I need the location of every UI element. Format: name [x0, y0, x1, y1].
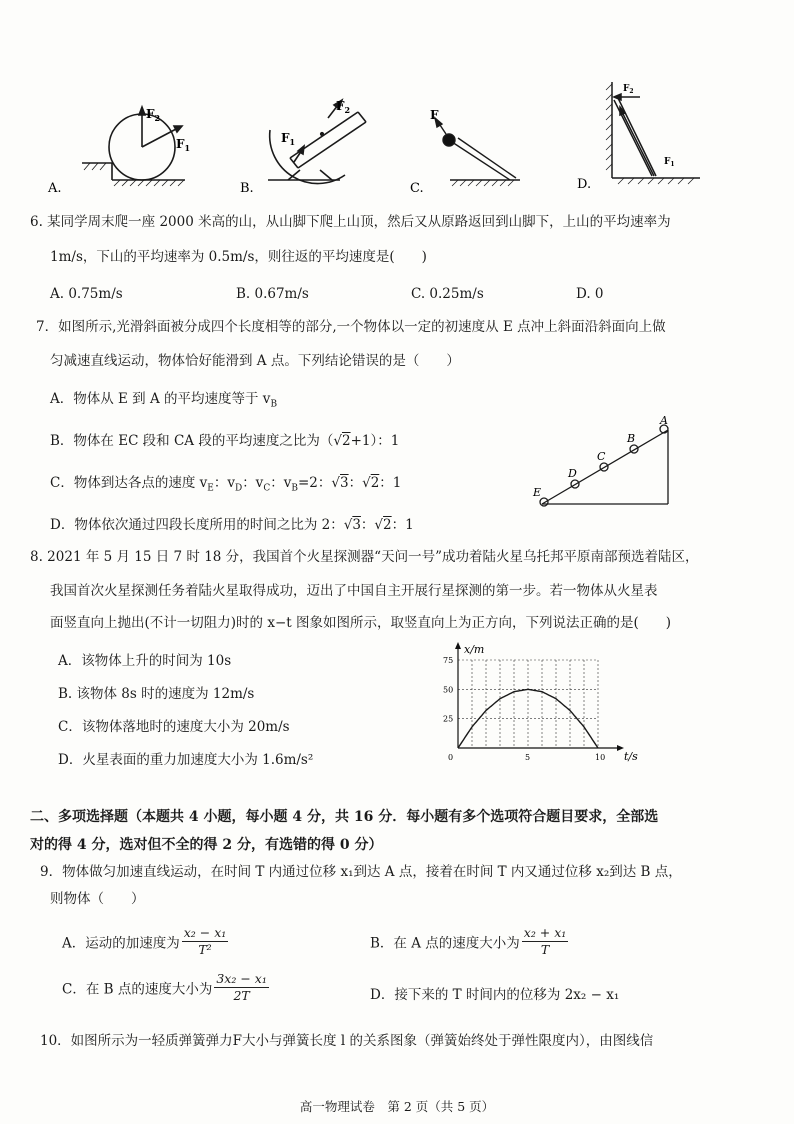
q5b-f2-label: $F_2$ — [336, 99, 351, 115]
q8-option-d: D．火星表面的重力加速度大小为 1.6m/s² — [58, 752, 314, 768]
q5-label-a: A. — [48, 181, 62, 196]
q9-option-b-fraction: $\frac{\text{x₂ + x₁}}{T}$ — [523, 925, 567, 957]
section2-heading-line2: 对的得 4 分，选对但不全的得 2 分，有选错的得 0 分） — [30, 837, 383, 853]
x-axis-label: t/s — [624, 750, 638, 763]
q6-option-a: A. 0.75m/s — [50, 286, 123, 302]
section2-heading-line1: 二、多项选择题（本题共 4 小题，每小题 4 分，共 16 分．每小题有多个选项符合题目要求，全部选 — [30, 809, 659, 825]
q8-xt-chart — [440, 640, 640, 770]
q6-option-d: D. 0 — [576, 286, 604, 302]
q8-option-c: C．该物体落地时的速度大小为 20m/s — [58, 719, 290, 735]
q5-figures — [0, 0, 794, 200]
q6-option-b: B. 0.67m/s — [236, 286, 309, 302]
x-tick-label: 0 — [448, 753, 454, 762]
q5b-f1-label: $F_1$ — [281, 131, 296, 147]
q5-figure-a — [82, 107, 185, 186]
q5-label-c: C. — [410, 181, 424, 196]
q9-option-a-fraction: $\frac{\text{x₂ − x₁}}{\text{T²}}$ — [183, 925, 227, 957]
q9-option-d: D．接下来的 T 时间内的位移为 2x₂ − x₁ — [370, 987, 620, 1003]
q8-text-line1: 8. 2021 年 5 月 15 日 7 时 18 分，我国首个火星探测器“天问一号”成功着陆火星乌托邦平原南部预选着陆区， — [30, 549, 699, 565]
q7-point-c: C — [597, 450, 606, 463]
y-tick-label: 75 — [443, 656, 454, 665]
q9-option-a: A．运动的加速度为 $\frac{\text{x₂ − x₁}}{\text{T²}}$ — [62, 925, 227, 957]
q6-text-line1: 6. 某同学周末爬一座 2000 米高的山，从山脚下爬上山顶，然后又从原路返回到山脚下，上山的平均速率为 — [30, 214, 671, 230]
q8-option-b: B. 该物体 8s 时的速度为 12m/s — [58, 686, 255, 702]
q9-option-b: B．在 A 点的速度大小为 $\frac{\text{x₂ + x₁}}{T}$ — [370, 925, 567, 957]
q7-incline-figure — [530, 412, 680, 512]
q8-text-line3: 面竖直向上抛出(不计一切阻力)时的 x−t 图象如图所示，取竖直向上为正方向，下列说法正确的是( ) — [50, 615, 671, 631]
chart-axes — [455, 642, 624, 751]
q10-text-line1: 10．如图所示为一轻质弹簧弹力F大小与弹簧长度 l 的关系图象（弹簧始终处于弹性限度内），由图线信 — [40, 1033, 654, 1049]
q7-option-b: B．物体在 EC 段和 CA 段的平均速度之比为（√2+1）：1 — [50, 433, 400, 449]
q7-point-b: B — [627, 432, 636, 445]
q7-point-e: E — [533, 486, 542, 499]
chart-tick-labels — [443, 656, 605, 762]
q5a-f2-label: $F_2$ — [146, 107, 161, 123]
q7-option-d: D．物体依次通过四段长度所用的时间之比为 2：√3：√2：1 — [50, 517, 414, 533]
q7-text-line1: 7．如图所示,光滑斜面被分成四个长度相等的部分,一个物体以一定的初速度从 E 点冲上斜面沿斜面向上做 — [36, 319, 666, 335]
q6-text-line2: 1m/s，下山的平均速率为 0.5m/s，则往返的平均速度是( ) — [50, 249, 427, 265]
q5d-f1-label: $F_1$ — [664, 157, 675, 168]
q5-label-b: B. — [240, 181, 254, 196]
page-footer: 高一物理试卷 第 2 页（共 5 页） — [299, 1099, 495, 1114]
y-tick-label: 25 — [443, 714, 454, 724]
x-tick-label: 10 — [595, 753, 606, 762]
y-axis-arrow — [455, 642, 461, 649]
q7-option-a: A．物体从 E 到 A 的平均速度等于 $v_B$ — [50, 391, 278, 410]
y-tick-label: 50 — [443, 685, 454, 695]
chart-grid — [458, 660, 598, 748]
q9-text-line2: 则物体（ ） — [50, 891, 145, 907]
q9-option-c-fraction: $\frac{\text{3x₂ − x₁}}{2T}$ — [216, 971, 267, 1003]
q5-label-d: D. — [577, 177, 592, 192]
x-tick-label: 5 — [525, 753, 531, 762]
q7-point-d: D — [568, 467, 577, 480]
q5c-f-label: F — [430, 108, 439, 122]
q7-text-line2: 匀减速直线运动，物体恰好能滑到 A 点。下列结论错误的是（ ） — [50, 353, 460, 369]
q9-text-line1: 9．物体做匀加速直线运动，在时间 T 内通过位移 x₁到达 A 点，接着在时间 T 内又通过位移 x₂到达 B 点， — [40, 864, 682, 880]
x-axis-arrow — [617, 745, 624, 751]
q5-figure-d — [606, 82, 700, 184]
q6-option-c: C. 0.25m/s — [411, 286, 484, 302]
q7-option-c: C．物体到达各点的速度 $v_E$：$v_D$：$v_C$：$v_B=2$：√3：√2：1 — [50, 475, 402, 494]
q8-text-line2: 我国首次火星探测任务着陆火星取得成功，迈出了中国自主开展行星探测的第一步。若一物体从火星表 — [50, 583, 658, 599]
q9-option-c: C．在 B 点的速度大小为 $\frac{\text{3x₂ − x₁}}{2T}$ — [62, 971, 267, 1003]
q5d-f2-label: $F_2$ — [623, 84, 634, 95]
q5a-f1-label: $F_1$ — [176, 137, 191, 153]
q8-option-a: A．该物体上升的时间为 10s — [58, 653, 232, 669]
q5-figure-c — [435, 118, 520, 186]
y-axis-label: x/m — [464, 643, 485, 656]
q7-point-a: A — [660, 414, 668, 427]
